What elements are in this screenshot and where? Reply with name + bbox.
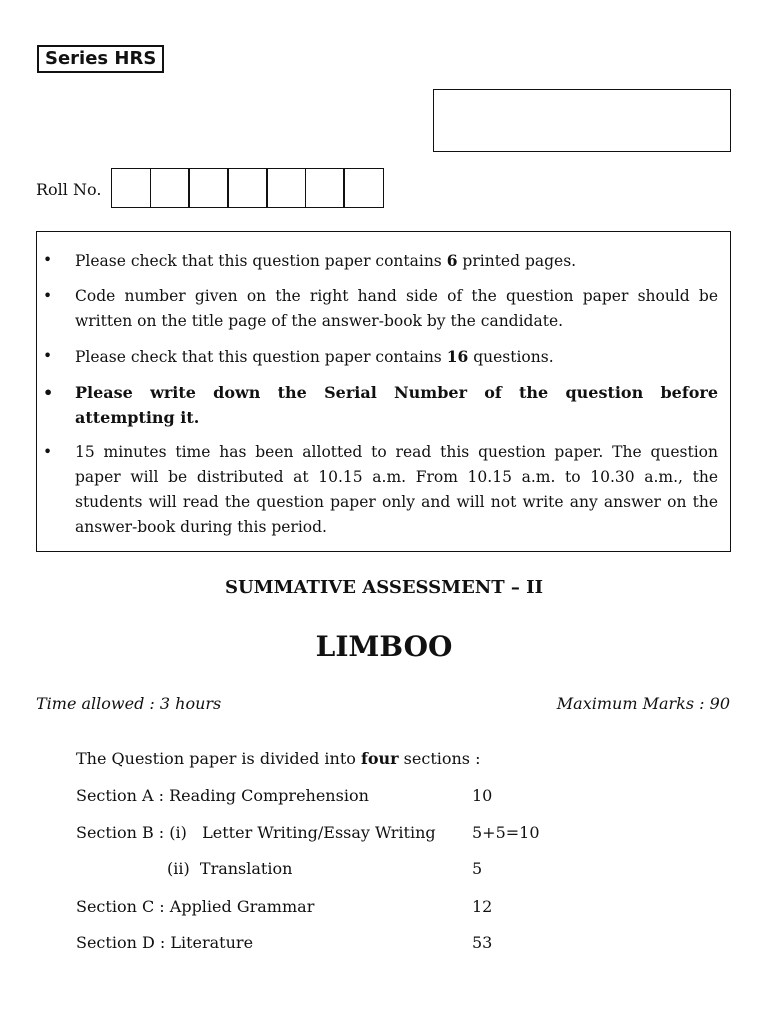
maximum-marks: Maximum Marks : 90 — [556, 694, 730, 713]
roll-number-cell[interactable] — [227, 168, 268, 208]
section-marks: 5+5=10 — [472, 823, 540, 842]
instruction-item: • Please check that this question paper contains 16 questions. — [37, 344, 718, 370]
roll-number-cell[interactable] — [343, 168, 384, 208]
code-number-box — [433, 89, 731, 152]
section-label: Section B : (i) Letter Writing/Essay Writing — [76, 823, 436, 842]
instruction-item: • Please write down the Serial Number of the question before attempting it. — [37, 380, 718, 430]
roll-number-cell[interactable] — [188, 168, 228, 208]
roll-number-cell[interactable] — [305, 168, 345, 208]
section-label: Section C : Applied Grammar — [76, 897, 315, 916]
section-marks: 12 — [472, 897, 493, 916]
roll-number-cell[interactable] — [150, 168, 190, 208]
section-marks: 10 — [472, 786, 493, 805]
assessment-title: SUMMATIVE ASSESSMENT – II — [224, 577, 544, 598]
section-marks: 53 — [472, 933, 493, 952]
section-marks: 5 — [472, 859, 483, 878]
section-label: Section A : Reading Comprehension — [76, 786, 369, 805]
series-label: Series HRS — [37, 45, 164, 73]
section-label: Section D : Literature — [76, 933, 254, 952]
roll-number-boxes — [111, 168, 384, 208]
roll-number-label: Roll No. — [36, 180, 102, 199]
sections-intro: The Question paper is divided into four sections : — [76, 749, 481, 768]
time-allowed: Time allowed : 3 hours — [36, 694, 222, 713]
section-label: (ii) Translation — [167, 859, 293, 878]
instructions-box — [36, 231, 731, 552]
subject-title: LIMBOO — [315, 630, 453, 663]
instruction-item: • Please check that this question paper contains 6 printed pages. — [37, 248, 718, 274]
instruction-item: • Code number given on the right hand side of the question paper should be written on the title page of the answer-book by the candidate. — [37, 284, 718, 334]
roll-number-cell[interactable] — [266, 168, 306, 208]
roll-number-cell[interactable] — [111, 168, 151, 208]
instruction-item: • 15 minutes time has been allotted to read this question paper. The question paper will be distributed at 10.15 a.m. From 10.15 a.m. to 10.30 a.m., the students will read the question paper only and will not write any answer on the answer-book during this period. — [37, 440, 718, 540]
